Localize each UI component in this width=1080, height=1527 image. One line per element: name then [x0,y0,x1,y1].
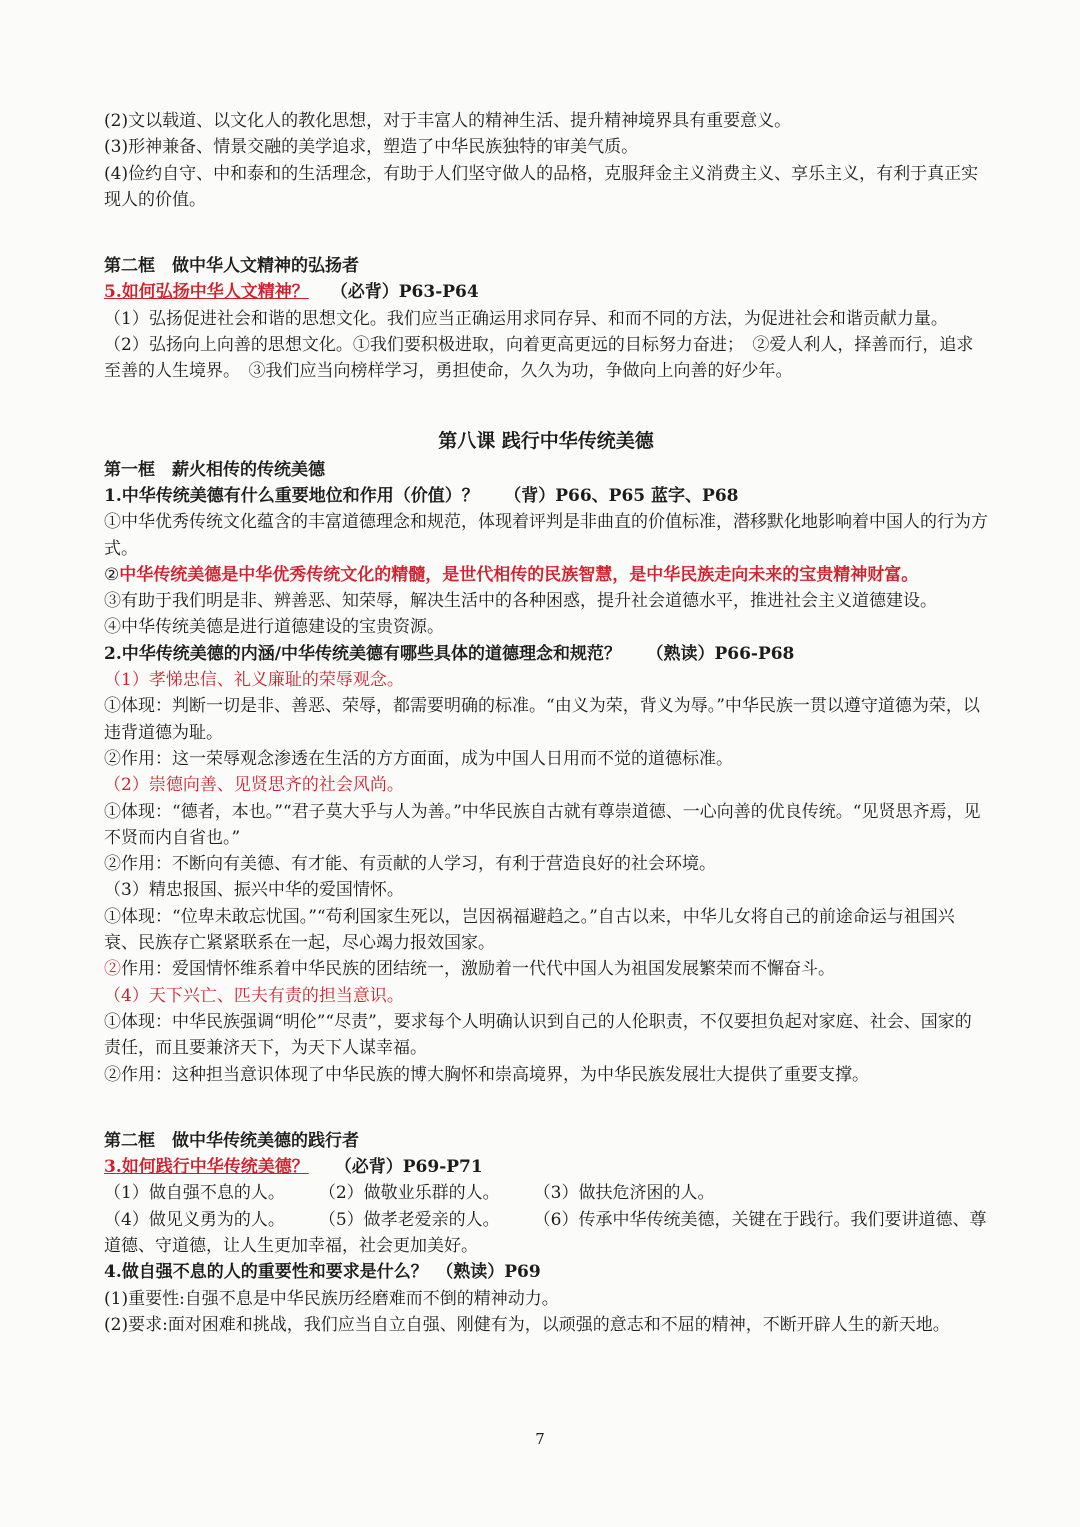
answer-paragraph: ①体现：“位卑未敢忘忧国。”“苟利国家生死以，岂因祸福避趋之。”自古以来，中华儿女将自己的前途命运与祖国兴衰、民族存亡紧紧联系在一起，尽心竭力报效国家。 [104,906,955,954]
question-label: 3.如何践行中华传统美德？ [104,1157,309,1178]
question-heading [104,1154,988,1180]
document-page [104,108,988,1338]
list-item: （4）做见义勇为的人。 [104,1209,285,1230]
answer-paragraph: ①中华优秀传统文化蕴含的丰富道德理念和规范，体现着评判是非曲直的价值标准，潜移默化地影响着中国人的行为方式。 [104,512,988,559]
answer-paragraph: ①体现：判断一切是非、善恶、荣辱，都需要明确的标准。“由义为荣，背义为辱。”中华民族一贯以遵守道德为荣，以违背道德为耻。 [104,696,980,743]
highlight-text: 中华传统美德是中华优秀传统文化的精髓，是世代相传的民族智慧，是中华民族走向未来的宝贵精神财富。 [119,564,919,585]
question-tag: （必背）P63-P64 [330,282,479,303]
list-item: （3）做扶危济困的人。 [533,1183,715,1204]
list-item: （2）做敬业乐群的人。 [318,1183,500,1204]
answer-paragraph [104,562,988,588]
answer-paragraph: ②作用：这种担当意识体现了中华民族的博大胸怀和崇高境界，为中华民族发展壮大提供了重要支撑。 [104,1064,869,1085]
answer-paragraph: ①体现：中华民族强调“明伦”“尽责”，要求每个人明确认识到自己的人伦职责，不仅要担负起对家庭、社会、国家的责任，而且要兼济天下，为天下人谋幸福。 [104,1011,972,1059]
answer-text: 作用：爱国情怀维系着中华民族的团结统一，激励着一代代中国人为祖国发展繁荣而不懈奋斗。 [121,959,835,980]
answer-row [104,1207,988,1260]
sub-heading: （3）精忠报国、振兴中华的爱国情怀。 [104,880,404,901]
answer-paragraph: ④中华传统美德是进行道德建设的宝贵资源。 [104,617,444,638]
question-heading [104,279,988,305]
text-line: (3)形神兼备、情景交融的美学追求，塑造了中华民族独特的审美气质。 [104,137,639,158]
answer-paragraph: （2）弘扬向上向善的思想文化。①我们要积极进取，向着更高更远的目标努力奋进； ②爱人利人，择善而行，追求至善的人生境界。 ③我们应当向榜样学习，勇担使命，久久为功，争做向上向善的好少年。 [104,335,974,382]
lesson-title: 第八课 践行中华传统美德 [438,429,654,452]
page-number: 7 [535,1430,545,1448]
list-item: （6）传承中华传统美德，关键在于践行。我们要讲道德、尊道德、守道德，让人生更加幸福，社会更加美好。 [104,1209,987,1256]
answer-paragraph: ②作用：不断向有美德、有才能、有贡献的人学习，有利于营造良好的社会环境。 [104,854,716,875]
list-item: （5）做孝老爱亲的人。 [318,1209,500,1230]
question-heading: 4.做自强不息的人的重要性和要求是什么？ （熟读）P69 [104,1262,541,1283]
answer-paragraph: ②作用：这一荣辱观念渗透在生活的方方面面，成为中国人日用而不觉的道德标准。 [104,748,733,769]
answer-paragraph: （1）弘扬促进社会和谐的思想文化。我们应当正确运用求同存异、和而不同的方法，为促进社会和谐贡献力量。 [104,308,948,329]
frame-title: 第二框 做中华人文精神的弘扬者 [104,256,359,277]
sub-heading: （2）崇德向善、见贤思齐的社会风尚。 [104,775,404,796]
answer-paragraph: ③有助于我们明是非、辨善恶、知荣辱，解决生活中的各种困惑，提升社会道德水平，推进社会主义道德建设。 [104,591,937,612]
answer-paragraph: (2)要求:面对困难和挑战，我们应当自立自强、刚健有为，以顽强的意志和不屈的精神，不断开辟人生的新天地。 [104,1314,950,1335]
answer-row [104,1180,988,1206]
answer-paragraph: ①体现：“德者，本也。”“君子莫大乎与人为善。”中华民族自古就有尊崇道德、一心向善的优良传统。“见贤思齐焉，见不贤而内自省也。” [104,801,981,848]
question-heading: 1.中华传统美德有什么重要地位和作用（价值）？ （背）P66、P65 蓝字、P68 [104,485,739,506]
question-label: 5.如何弘扬中华人文精神？ [104,282,309,303]
answer-paragraph: (1)重要性:自强不息是中华民族历经磨难而不倒的精神动力。 [104,1288,559,1309]
frame-title: 第一框 薪火相传的传统美德 [104,459,325,480]
sub-heading: （1）孝悌忠信、礼义廉耻的荣辱观念。 [104,670,404,691]
text-line: (4)俭约自守、中和泰和的生活理念，有助于人们坚守做人的品格，克服拜金主义消费主义、享乐主义，有利于真正实现人的价值。 [104,163,979,210]
list-item: （1）做自强不息的人。 [104,1183,285,1204]
question-heading: 2.中华传统美德的内涵/中华传统美德有哪些具体的道德理念和规范？ （熟读）P66-P68 [104,643,795,664]
question-tag: （必背）P69-P71 [334,1157,483,1178]
item-number: ② [104,959,121,980]
text-line: (2)文以载道、以文化人的教化思想，对于丰富人的精神生活、提升精神境界具有重要意义。 [104,111,792,131]
sub-heading: （4）天下兴亡、匹夫有责的担当意识。 [104,985,404,1006]
answer-paragraph [104,956,988,982]
frame-title: 第二框 做中华传统美德的践行者 [104,1130,359,1151]
item-number: ② [104,564,120,585]
